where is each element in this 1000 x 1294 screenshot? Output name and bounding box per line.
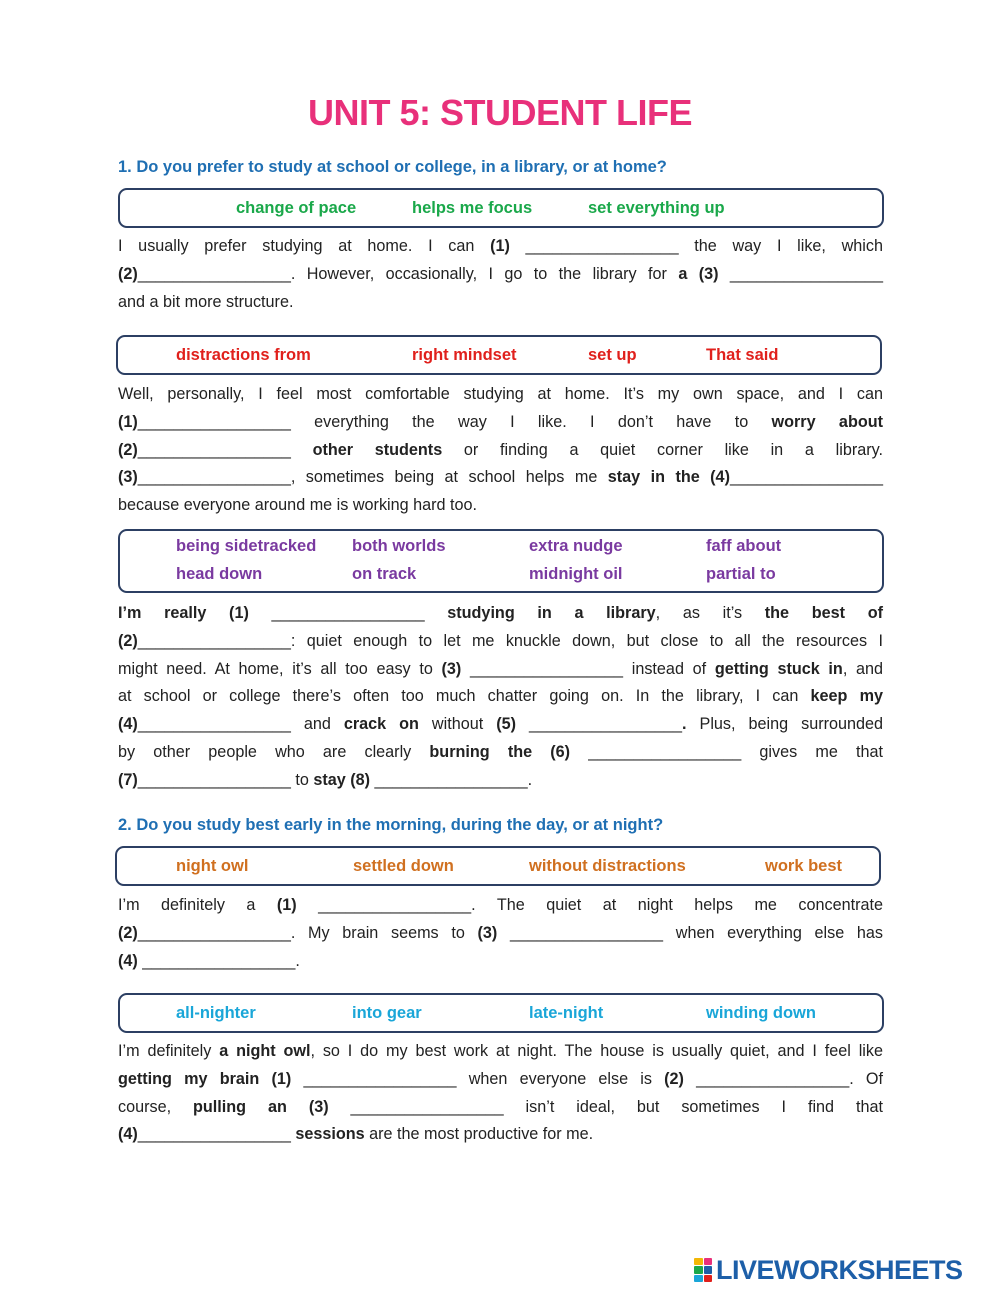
text-segment: , as it’s (655, 604, 765, 622)
blank-segment[interactable]: _________________ (248, 604, 448, 622)
text-segment: a night owl (219, 1042, 311, 1060)
word-option[interactable]: right mindset (412, 346, 517, 364)
blank-segment[interactable]: _________________ everything the way I like. I don’t have to (137, 412, 772, 431)
text-segment: I’m really (1) (118, 604, 249, 622)
text-segment: are the most productive for me. (364, 1125, 594, 1144)
paragraph-line (118, 492, 883, 520)
word-option[interactable]: change of pace (236, 199, 357, 217)
paragraph-line (118, 1121, 883, 1149)
paragraph-line (118, 381, 883, 409)
text-segment: I usually prefer studying at home. I can (118, 237, 491, 255)
blank-segment[interactable]: _________________. (370, 770, 533, 789)
text-segment: I’m definitely (118, 1042, 220, 1060)
paragraph-5 (118, 1038, 883, 1149)
text-segment: (7) (118, 770, 138, 789)
text-segment: stay in the (4) (607, 468, 730, 487)
text-segment: course, (118, 1097, 194, 1116)
text-segment: (1) (276, 896, 297, 914)
text-segment: (5) (496, 715, 516, 734)
word-option[interactable]: extra nudge (529, 537, 623, 555)
paragraph-line (118, 233, 883, 261)
blank-segment[interactable]: _________________ gives me that (570, 742, 883, 761)
text-segment: and a bit more structure. (118, 292, 294, 311)
text-segment: might need. At home, it’s all too easy to (118, 659, 442, 678)
text-segment: the best of (764, 604, 883, 622)
text-segment: (3) (477, 923, 498, 942)
word-option[interactable]: helps me focus (412, 199, 533, 217)
text-segment: sessions (295, 1125, 365, 1144)
blank-segment[interactable]: _________________ (729, 468, 884, 487)
question-1: 1. Do you prefer to study at school or college, in a library, or at home? (118, 158, 667, 176)
text-segment: Plus, being surrounded (686, 715, 884, 734)
paragraph-line (118, 892, 883, 920)
word-option[interactable]: all-nighter (176, 1004, 256, 1022)
logo-text: LIVEWORKSHEETS (716, 1254, 963, 1285)
text-segment: keep my (810, 687, 884, 706)
paragraph-line (118, 1038, 883, 1066)
text-segment: Well, personally, I feel most comfortable studying at home. It’s my own space, and I can (118, 385, 883, 403)
blank-segment[interactable]: _________________. Of (683, 1069, 883, 1088)
text-segment: (1) (118, 412, 138, 431)
text-segment: studying in a library (447, 604, 656, 622)
word-option[interactable]: set everything up (588, 199, 725, 217)
word-box-3 (118, 529, 884, 593)
text-segment: (3) (441, 659, 462, 678)
blank-segment[interactable]: _________________ (516, 715, 683, 734)
blank-segment[interactable]: _________________, sometimes being at school helps me (137, 468, 608, 487)
word-option[interactable]: set up (588, 346, 637, 364)
word-option[interactable]: both worlds (352, 537, 446, 555)
word-option[interactable]: head down (176, 565, 263, 583)
text-segment: (4) (118, 951, 138, 970)
paragraph-line (118, 409, 883, 437)
blank-segment[interactable]: _________________ and (137, 715, 344, 734)
blank-segment[interactable]: _________________. (137, 951, 300, 970)
text-segment: (2) (118, 923, 138, 942)
paragraph-line (118, 767, 883, 795)
text-segment: getting stuck in (714, 659, 843, 678)
text-segment: burning the (6) (429, 742, 571, 761)
question-2: 2. Do you study best early in the morning, during the day, or at night? (118, 816, 664, 834)
blank-segment[interactable]: _________________. However, occasionally, I go to the library for (137, 264, 679, 283)
word-option[interactable]: night owl (176, 857, 249, 875)
text-segment: because everyone around me is working hard too. (118, 496, 478, 515)
paragraph-1 (118, 233, 883, 316)
word-option[interactable]: into gear (352, 1004, 422, 1022)
text-segment: (4) (118, 1125, 138, 1144)
paragraph-line (118, 656, 883, 684)
blank-segment[interactable]: _________________ (137, 1125, 296, 1144)
word-option[interactable]: faff about (706, 537, 782, 555)
word-box-2 (116, 335, 882, 375)
paragraph-line (118, 600, 883, 628)
page-title: UNIT 5: STUDENT LIFE (308, 92, 692, 133)
text-segment: (3) (118, 468, 138, 487)
blank-segment[interactable]: _________________ instead of (461, 659, 715, 678)
paragraph-3 (118, 600, 883, 795)
paragraph-2 (118, 381, 883, 520)
text-segment: at school or college there’s often too much chatter going on. In the library, I can (118, 687, 811, 706)
blank-segment[interactable]: _________________ when everyone else is (291, 1069, 665, 1088)
word-option[interactable]: That said (706, 346, 779, 364)
paragraph-line (118, 920, 883, 948)
logo-mark-icon (694, 1258, 712, 1282)
word-option[interactable]: winding down (706, 1004, 816, 1022)
paragraph-line (118, 261, 883, 289)
text-segment: . (682, 715, 687, 734)
text-segment: (2) (118, 440, 138, 459)
word-option[interactable]: partial to (706, 565, 776, 583)
text-segment: worry about (771, 412, 883, 431)
word-box-5 (118, 993, 884, 1033)
text-segment: (2) (118, 631, 138, 650)
word-box-1 (118, 188, 884, 228)
text-segment: a (3) (678, 264, 719, 283)
paragraph-line (118, 711, 883, 739)
text-segment: or finding a quiet corner like in a library. (442, 440, 883, 459)
paragraph-line (118, 289, 883, 317)
text-segment: getting my brain (1) (118, 1069, 292, 1088)
word-option[interactable]: late-night (529, 1004, 604, 1022)
paragraph-line (118, 437, 883, 465)
text-segment: (2) (118, 264, 138, 283)
word-option[interactable]: on track (352, 565, 417, 583)
text-segment: other students (312, 440, 443, 459)
word-option[interactable]: without distractions (529, 857, 686, 875)
blank-segment[interactable]: _________________ (718, 264, 883, 283)
text-segment: by other people who are clearly (118, 742, 430, 761)
blank-segment[interactable]: _________________. My brain seems to (137, 923, 478, 942)
text-segment: I’m definitely a (118, 896, 277, 914)
paragraph-4 (118, 892, 883, 975)
blank-segment[interactable]: _________________: quiet enough to let me knuckle down, but close to all the resources I (137, 631, 883, 650)
word-box-4 (115, 846, 881, 886)
paragraph-line (118, 1066, 883, 1094)
text-segment: (4) (118, 715, 138, 734)
word-option[interactable]: being sidetracked (176, 537, 317, 555)
text-segment: pulling an (3) (193, 1097, 329, 1116)
blank-segment[interactable]: _________________ the way I like, which (509, 237, 883, 255)
word-option[interactable]: settled down (353, 857, 454, 875)
text-segment: (1) (490, 237, 510, 255)
liveworksheets-logo (694, 1255, 963, 1285)
blank-segment[interactable]: _________________ when everything else has (497, 923, 883, 942)
paragraph-line (118, 739, 883, 767)
paragraph-line (118, 628, 883, 656)
text-segment: stay (8) (313, 770, 371, 789)
paragraph-line (118, 948, 883, 976)
word-option[interactable]: work best (765, 857, 843, 875)
blank-segment[interactable]: _________________ to (137, 770, 314, 789)
text-segment: crack on (343, 715, 419, 734)
text-segment: (2) (664, 1069, 684, 1088)
paragraph-line (118, 683, 883, 711)
text-segment: , so I do my best work at night. The house is usually quiet, and I feel like (310, 1042, 883, 1060)
paragraph-line (118, 464, 883, 492)
blank-segment[interactable]: _________________. The quiet at night helps me concentrate (296, 896, 883, 914)
paragraph-line (118, 1094, 883, 1122)
blank-segment[interactable]: _________________ (137, 440, 313, 459)
word-option[interactable]: distractions from (176, 346, 311, 364)
text-segment: without (418, 715, 497, 734)
word-option[interactable]: midnight oil (529, 565, 623, 583)
blank-segment[interactable]: _________________ isn’t ideal, but sometimes I find that (328, 1097, 883, 1116)
text-segment: , and (842, 659, 884, 678)
